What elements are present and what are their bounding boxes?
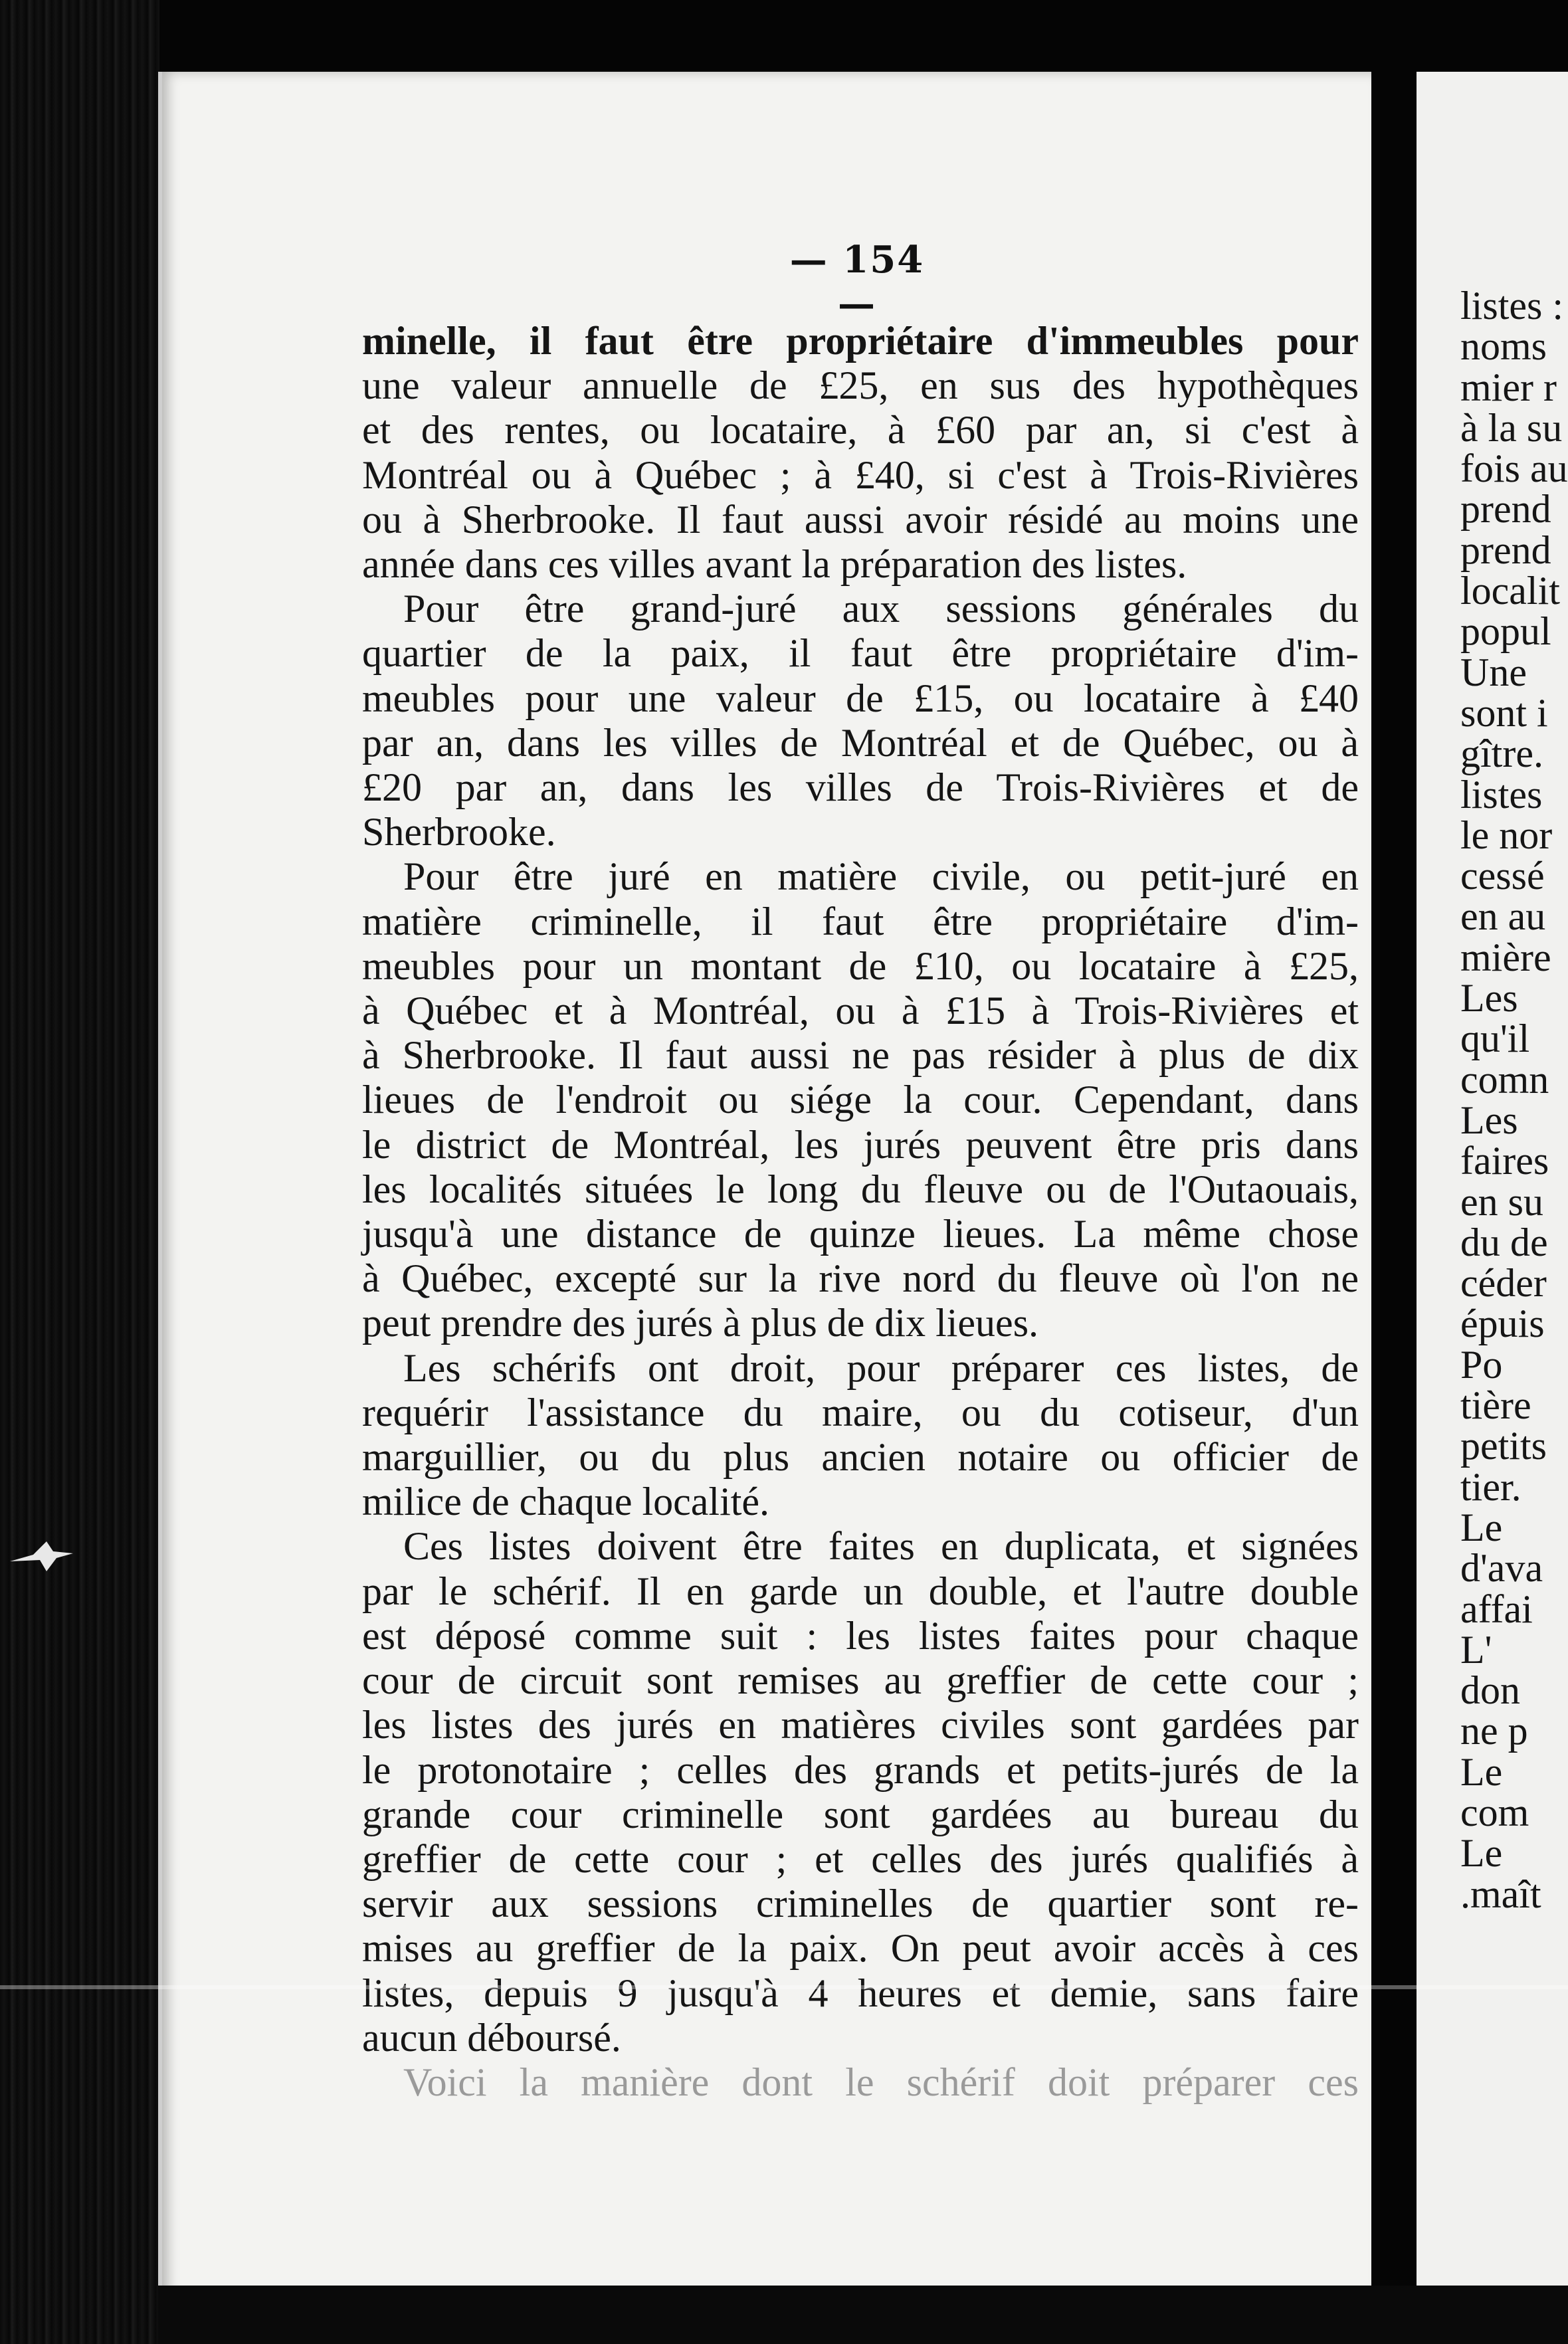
- text-line: grande cour criminelle sont gardées au bureau du: [362, 1792, 1359, 1836]
- page-number: — 154 —: [789, 238, 925, 326]
- right-text-fragment: noms: [1460, 324, 1547, 369]
- page-bottom-edge: [158, 2286, 1568, 2344]
- text-line: £20 par an, dans les villes de Trois-Rivières et de: [362, 765, 1359, 810]
- right-text-fragment: faires: [1460, 1139, 1549, 1183]
- text-line: listes, depuis 9 jusqu'à 4 heures et demie, sans faire: [362, 1971, 1359, 2015]
- right-text-fragment: popul: [1460, 609, 1551, 654]
- right-text-fragment: sont i: [1460, 690, 1548, 735]
- right-text-fragment: comn: [1460, 1057, 1549, 1102]
- text-line: année dans ces villes avant la préparation des listes.: [362, 542, 1187, 587]
- right-text-fragment: tier.: [1460, 1464, 1521, 1509]
- text-line: les listes des jurés en matières civiles sont gardées par: [362, 1703, 1359, 1747]
- right-text-fragment: mier r: [1460, 365, 1557, 409]
- text-line: milice de chaque localité.: [362, 1480, 770, 1524]
- text-line: Les schérifs ont droit, pour préparer ces listes, de: [403, 1345, 1359, 1390]
- right-text-fragment: en au: [1460, 894, 1546, 939]
- text-line: jusqu'à une distance de quinze lieues. La même chose: [362, 1212, 1359, 1256]
- right-text-fragment: le nor: [1460, 813, 1553, 857]
- text-line: Pour être juré en matière civile, ou petit-juré en: [403, 854, 1359, 899]
- right-text-fragment: à la su: [1460, 405, 1563, 450]
- book-binding: [0, 0, 159, 2344]
- right-text-fragment: affai: [1460, 1587, 1533, 1631]
- text-line: lieues de l'endroit ou siége la cour. Cependant, dans: [362, 1078, 1359, 1122]
- text-line: le protonotaire ; celles des grands et petits-jurés de la: [362, 1747, 1359, 1792]
- text-line: peut prendre des jurés à plus de dix lieues.: [362, 1301, 1039, 1345]
- ink-smudge-icon: [7, 1535, 80, 1575]
- right-text-fragment: épuis: [1460, 1302, 1545, 1346]
- text-line: à Québec et à Montréal, ou à £15 à Trois-Rivières et: [362, 989, 1359, 1033]
- right-text-fragment: Le: [1460, 1831, 1503, 1876]
- text-line: cour de circuit sont remises au greffier de cette cour ;: [362, 1658, 1359, 1703]
- text-line: les localités situées le long du fleuve ou de l'Outaouais,: [362, 1167, 1359, 1211]
- scan-artifact-line: [0, 1985, 1568, 1989]
- right-text-fragment: gître.: [1460, 732, 1543, 776]
- right-text-fragment: Une: [1460, 650, 1527, 694]
- text-line: est déposé comme suit : les listes faites pour chaque: [362, 1613, 1359, 1658]
- text-line: Voici la manière dont le schérif doit préparer ces: [403, 2060, 1359, 2104]
- right-text-fragment: prend: [1460, 528, 1551, 572]
- text-line: à Québec, excepté sur la rive nord du fleuve où l'on ne: [362, 1256, 1359, 1301]
- left-page-text: [362, 319, 1359, 2105]
- right-text-fragment: cessé: [1460, 854, 1545, 898]
- right-text-fragment: listes: [1460, 772, 1543, 817]
- text-line: marguillier, ou du plus ancien notaire ou officier de: [362, 1435, 1359, 1480]
- text-line: minelle, il faut être propriétaire d'immeubles pour: [362, 319, 1359, 363]
- right-text-fragment: d'ava: [1460, 1546, 1543, 1591]
- right-text-fragment: prend: [1460, 487, 1551, 532]
- right-text-fragment: Les: [1460, 1098, 1518, 1142]
- right-text-fragment: listes :: [1460, 284, 1564, 328]
- right-text-fragment: tière: [1460, 1383, 1531, 1428]
- text-line: matière criminelle, il faut être propriétaire d'im-: [362, 899, 1359, 943]
- text-line: le district de Montréal, les jurés peuvent être pris dans: [362, 1122, 1359, 1167]
- text-line: aucun déboursé.: [362, 2015, 621, 2060]
- right-text-fragment: com: [1460, 1790, 1529, 1834]
- text-line: ou à Sherbrooke. Il faut aussi avoir résidé au moins une: [362, 497, 1359, 541]
- right-text-fragment: ne p: [1460, 1709, 1528, 1753]
- text-line: requérir l'assistance du maire, ou du cotiseur, d'un: [362, 1390, 1359, 1434]
- text-line: à Sherbrooke. Il faut aussi ne pas résider à plus de dix: [362, 1033, 1359, 1078]
- right-text-fragment: en su: [1460, 1179, 1543, 1224]
- page-gutter: [1371, 40, 1417, 2344]
- text-line: par le schérif. Il en garde un double, et l'autre double: [362, 1569, 1359, 1613]
- text-line: une valeur annuelle de £25, en sus des hypothèques: [362, 363, 1359, 408]
- right-text-fragment: fois au: [1460, 446, 1568, 491]
- right-text-fragment: mière: [1460, 935, 1551, 979]
- text-line: meubles pour un montant de £10, ou locataire à £25,: [362, 943, 1359, 988]
- right-page-text: [1460, 286, 1568, 1915]
- right-text-fragment: localit: [1460, 569, 1560, 613]
- text-line: Montréal ou à Québec ; à £40, si c'est à Trois-Rivières: [362, 452, 1359, 497]
- text-line: meubles pour une valeur de £15, ou locataire à £40: [362, 676, 1359, 720]
- right-text-fragment: Les: [1460, 976, 1518, 1021]
- text-line: et des rentes, ou locataire, à £60 par an, si c'est à: [362, 408, 1359, 452]
- text-line: quartier de la paix, il faut être propriétaire d'im-: [362, 631, 1359, 676]
- text-line: Sherbrooke.: [362, 810, 556, 854]
- right-text-fragment: Po: [1460, 1342, 1503, 1387]
- right-text-fragment: Le: [1460, 1505, 1503, 1549]
- right-text-fragment: céder: [1460, 1261, 1547, 1306]
- text-line: Ces listes doivent être faites en duplicata, et signées: [403, 1524, 1359, 1569]
- text-line: mises au greffier de la paix. On peut avoir accès à ces: [362, 1926, 1359, 1971]
- right-text-fragment: petits: [1460, 1424, 1547, 1468]
- right-text-fragment: du de: [1460, 1220, 1548, 1264]
- text-line: Pour être grand-juré aux sessions générales du: [403, 587, 1359, 631]
- right-text-fragment: L': [1460, 1627, 1492, 1672]
- right-text-fragment: don: [1460, 1668, 1520, 1713]
- right-text-fragment: qu'il: [1460, 1017, 1530, 1061]
- right-text-fragment: Le: [1460, 1749, 1503, 1794]
- right-text-fragment: .maît: [1460, 1872, 1541, 1916]
- text-line: servir aux sessions criminelles de quartier sont re-: [362, 1882, 1359, 1926]
- text-line: par an, dans les villes de Montréal et de Québec, ou à: [362, 720, 1359, 765]
- text-line: greffier de cette cour ; et celles des jurés qualifiés à: [362, 1836, 1359, 1881]
